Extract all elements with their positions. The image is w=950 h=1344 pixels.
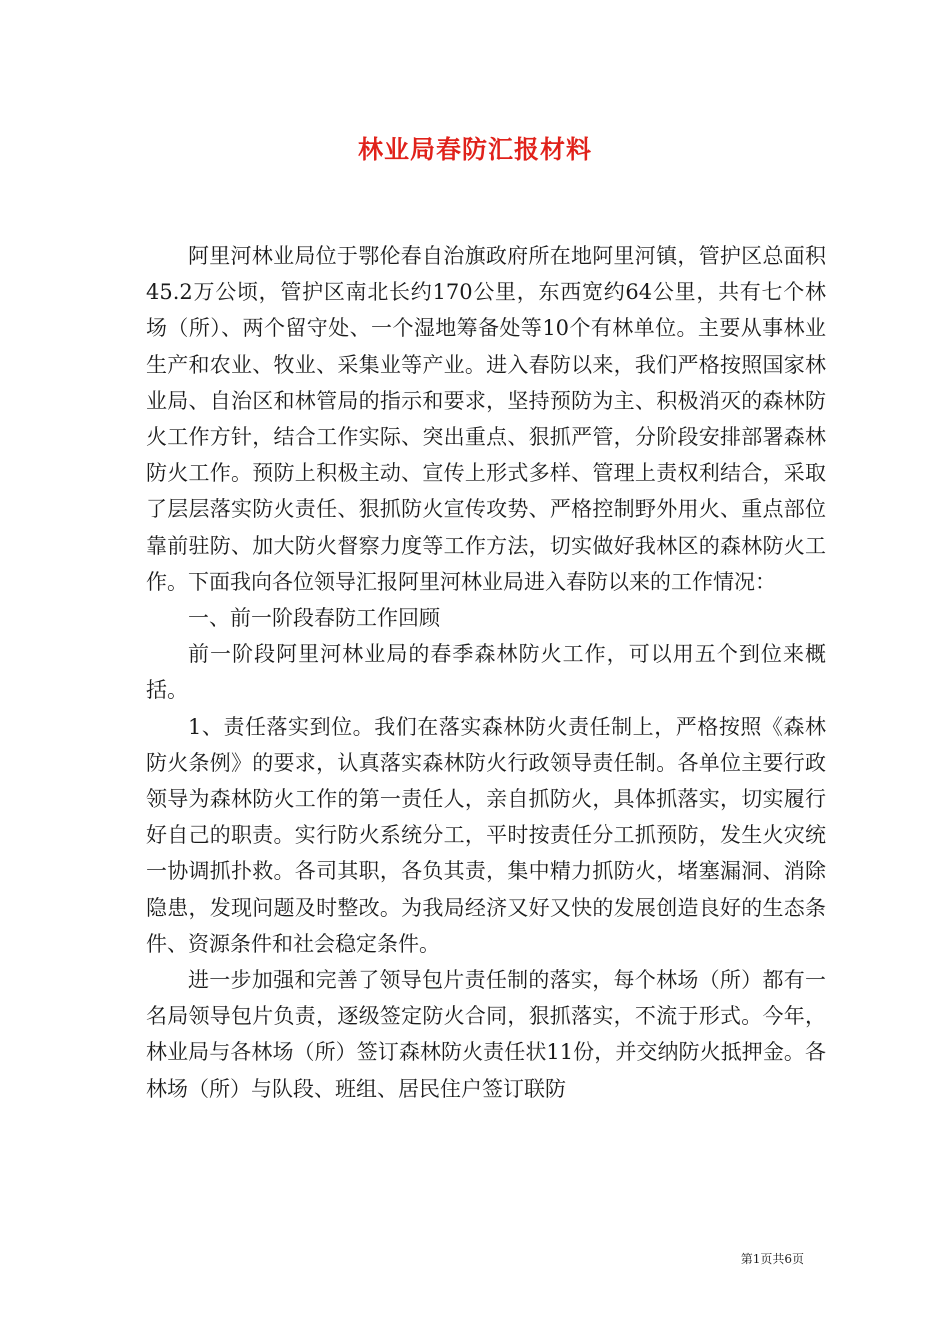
section-heading: 一、前一阶段春防工作回顾 bbox=[188, 606, 440, 631]
page-number: 第1页共6页 bbox=[740, 1252, 804, 1266]
paragraph-intro: 阿里河林业局位于鄂伦春自治旗政府所在地阿里河镇，管护区总面积45.2万公顷，管护区南北长约170公里，东西宽约64公里，共有七个林场（所）、两个留守处、一个湿地筹备处等10个有林单位。主要从事林业生产和农业、牧业、采集业等产业。进入春防以来，我们严格按照国家林业局、自治区和林管局的指示和要求，坚持预防为主、积极消灭的森林防火工作方针，结合工作实际、突出重点、狠抓严管，分阶段安排部署森林防火工作。预防上积极主动、宣传上形式多样、管理上责权利结合，采取了层层落实防火责任、狠抓防火宣传攻势、严格控制野外用火、重点部位靠前驻防、加大防火督察力度等工作方法，切实做好我林区的森林防火工作。下面我向各位领导汇报阿里河林业局进入春防以来的工作情况： bbox=[146, 244, 826, 594]
paragraph-leadership: 进一步加强和完善了领导包片责任制的落实，每个林场（所）都有一名局领导包片负责，逐级签定防火合同，狠抓落实，不流于形式。今年，林业局与各林场（所）签订森林防火责任状11份，并交纳防火抵押金。各林场（所）与队段、班组、居民住户签订联防 bbox=[146, 968, 826, 1101]
document-title: 林业局春防汇报材料 bbox=[357, 135, 592, 164]
document-body bbox=[146, 238, 826, 1107]
paragraph-summary: 前一阶段阿里河林业局的春季森林防火工作，可以用五个到位来概括。 bbox=[146, 642, 826, 703]
paragraph-responsibility: 1、责任落实到位。我们在落实森林防火责任制上，严格按照《森林防火条例》的要求，认真落实森林防火行政领导责任制。各单位主要行政领导为森林防火工作的第一责任人，亲自抓防火，具体抓落实，切实履行好自己的职责。实行防火系统分工，平时按责任分工抓预防，发生火灾统一协调抓扑救。各司其职，各负其责，集中精力抓防火，堵塞漏洞、消除隐患，发现问题及时整改。为我局经济又好又快的发展创造良好的生态条件、资源条件和社会稳定条件。 bbox=[146, 714, 826, 956]
